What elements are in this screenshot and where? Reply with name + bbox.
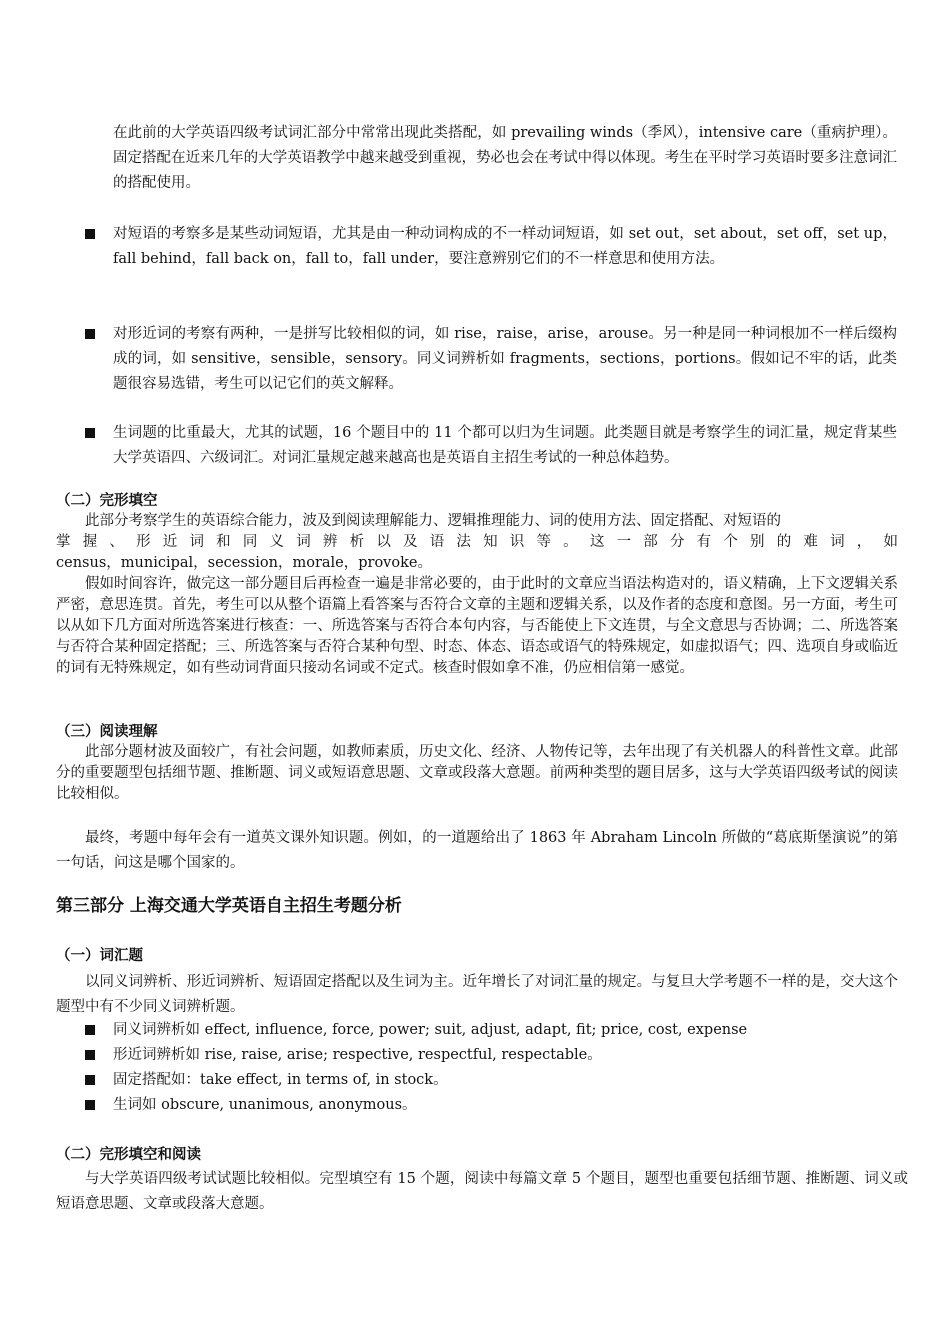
part3-vocab-paragraph: 以同义词辨析、形近词辨析、短语固定搭配以及生词为主。近年增长了对词汇量的规定。与复旦大学考题不一样的是，交大这个题型中有不少同义词辨析题。 (56, 974, 898, 1015)
vocab-bullet-phrases (113, 222, 897, 272)
bullet-text: 固定搭配如：take effect, in terms of, in stock。 (113, 1072, 448, 1088)
part3-title: 第三部分 上海交通大学英语自主招生考题分析 (56, 896, 402, 916)
vocab-bullet-new-words (113, 421, 897, 471)
part3-cloze-heading: （二）完形填空和阅读 (56, 1146, 201, 1163)
cloze-p1-line-3: census，municipal，secession，morale，provoke。 (56, 555, 432, 571)
part3-vocab-item-synonyms (113, 1018, 897, 1043)
bullet-square-icon (85, 1100, 95, 1110)
bullet-text: 对短语的考察多是某些动词短语，尤其是由一种动词构成的不一样动词短语，如 set out，set about，set off，set up，fall behind，fall back on，fall to，fall under，要注意辨别它们的不一样意思和使用方法。 (113, 226, 897, 267)
part3-vocab-item-similar-forms (113, 1043, 897, 1068)
cloze-paragraph-2: 假如时间容许，做完这一部分题目后再检查一遍是非常必要的，由于此时的文章应当语法构造对的，语义精确，上下文逻辑关系严密，意思连贯。首先，考生可以从整个语篇上看答案与否符合文章的主题和逻辑关系，以及作者的态度和意图。另一方面，考生可以从如下几方面对所选答案进行核查：一、所选答案与否符合本句内容，与否能使上下文连贯，与全文意思与否协调；二、所选答案与否符合某种固定搭配；三、所选答案与否符合某种句型、时态、体态、语态或语气的特殊规定，如虚拟语气；四、选项自身或临近的词有无特殊规定，如有些动词背面只接动名词或不定式。核查时假如拿不准，仍应相信第一感觉。 (56, 576, 898, 676)
cloze-p1-line-2: 掌握、形近词和同义词辨析以及语法知识等。这一部分有个别的难词，如 (56, 534, 898, 550)
bullet-square-icon (85, 1025, 95, 1035)
bullet-text: 生词题的比重最大，尤其的试题，16 个题目中的 11 个都可以归为生词题。此类题目就是考察学生的词汇量，规定背某些大学英语四、六级词汇。对词汇量规定越来越高也是英语自主招生考试的一种总体趋势。 (113, 425, 897, 466)
part3-vocab-item-collocations (113, 1068, 897, 1093)
bullet-square-icon (85, 329, 95, 339)
part3-vocab-heading: （一）词汇题 (56, 947, 143, 964)
vocab-bullet-similar-words (113, 322, 897, 397)
reading-paragraph-1: 此部分题材波及面较广，有社会问题，如教师素质，历史文化、经济、人物传记等，去年出现了有关机器人的科普性文章。此部分的重要题型包括细节题、推断题、词义或短语意思题、文章或段落大意题。前两种类型的题目居多，这与大学英语四级考试的阅读比较相似。 (56, 744, 898, 802)
bullet-square-icon (85, 229, 95, 239)
part3-cloze-paragraph: 与大学英语四级考试试题比较相似。完型填空有 15 个题，阅读中每篇文章 5 个题目，题型也重要包括细节题、推断题、词义或短语意思题、文章或段落大意题。 (56, 1171, 908, 1212)
cloze-paragraph-1 (56, 511, 898, 574)
vocab-intro-paragraph: 在此前的大学英语四级考试词汇部分中常常出现此类搭配，如 prevailing winds（季风），intensive care（重病护理）。固定搭配在近来几年的大学英语教学中越来越受到重视，势必也会在考试中得以体现。考生在平时学习英语时要多注意词汇的搭配使用。 (113, 125, 897, 191)
bullet-square-icon (85, 1075, 95, 1085)
bullet-text: 生词如 obscure, unanimous, anonymous。 (113, 1097, 417, 1113)
bullet-square-icon (85, 428, 95, 438)
bullet-square-icon (85, 1050, 95, 1060)
bullet-text: 形近词辨析如 rise, raise, arise; respective, respectful, respectable。 (113, 1047, 602, 1063)
bullet-text: 对形近词的考察有两种，一是拼写比较相似的词，如 rise，raise，arise，arouse。另一种是同一种词根加不一样后缀构成的词，如 sensitive，sensible，sensory。同义词辨析如 fragments，sections，portions。假如记不牢的话，此类题很容易选错，考生可以记它们的英文解释。 (113, 326, 897, 392)
reading-paragraph-2: 最终，考题中每年会有一道英文课外知识题。例如，的一道题给出了 1863 年 Abraham Lincoln 所做的“葛底斯堡演说”的第一句话，问这是哪个国家的。 (56, 830, 898, 871)
part3-vocab-item-new-words (113, 1093, 897, 1118)
reading-heading: （三）阅读理解 (56, 723, 158, 740)
cloze-p1-line-1: 此部分考察学生的英语综合能力，波及到阅读理解能力、逻辑推理能力、词的使用方法、固定搭配、对短语的 (85, 513, 781, 529)
cloze-heading: （二）完形填空 (56, 492, 158, 509)
bullet-text: 同义词辨析如 effect, influence, force, power; suit, adjust, adapt, fit; price, cost, expense (113, 1022, 748, 1038)
